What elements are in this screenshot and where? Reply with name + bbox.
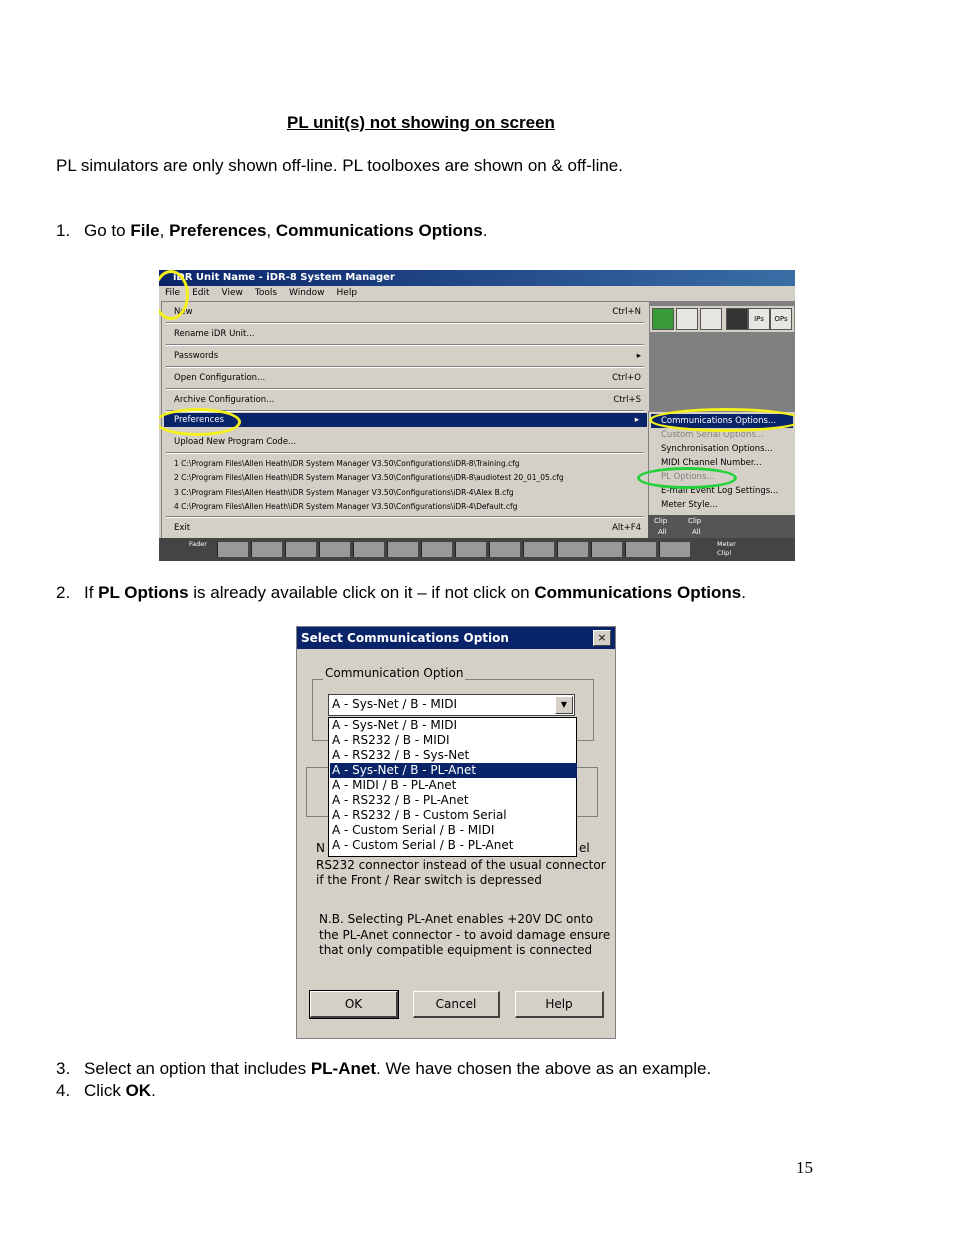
fader-channel[interactable] [319,542,350,557]
fader-channel[interactable] [217,542,248,557]
window-title-bar [159,270,795,286]
file-menu-screenshot [159,270,795,561]
submenu-synchronisation[interactable]: Synchronisation Options... [661,444,773,454]
highlight-circle [637,467,737,489]
window-title: iDR Unit Name - iDR-8 System Manager [173,272,395,283]
step-number: 1. [56,221,71,240]
recent-file[interactable]: 1 C:\Program Files\Allen Heath\iDR System Manager V3.50\Configurations\iDR-8\Training.cfg [174,459,520,468]
step-bold: Communications Options [275,221,483,240]
menu-tools[interactable]: Tools [254,288,278,298]
submenu-communications-options[interactable]: Communications Options... [651,414,793,428]
step-text: . [482,221,488,240]
list-option[interactable]: A - RS232 / B - Custom Serial [332,808,507,822]
menu-separator [166,322,644,324]
list-option[interactable]: A - Custom Serial / B - MIDI [332,823,495,837]
list-option[interactable]: A - Custom Serial / B - PL-Anet [332,838,514,852]
shortcut-text: Alt+F4 [612,523,641,533]
note-text: RS232 connector instead of the usual connector [316,858,606,872]
fader-channel[interactable] [285,542,316,557]
all-label: All [692,528,701,536]
device-icon[interactable] [726,308,748,330]
warning-text: N.B. Selecting PL-Anet enables +20V DC onto [319,912,594,926]
fader-channel[interactable] [489,542,520,557]
menu-item-archive[interactable]: Archive Configuration... [174,395,275,405]
fader-channel[interactable] [421,542,452,557]
select-communications-dialog [296,626,616,1039]
submenu-arrow-icon: ▸ [634,415,639,425]
step-text: . [741,583,746,602]
menu-separator [166,410,644,412]
page-number: 15 [796,1158,813,1177]
menu-item-open[interactable]: Open Configuration... [174,373,266,383]
menu-edit[interactable]: Edit [192,288,210,298]
menu-item-exit[interactable]: Exit [174,523,191,533]
menu-help[interactable]: Help [336,288,358,298]
step-text: If [84,583,99,602]
step-number: 2. [56,583,71,602]
step-2 [56,583,746,603]
step-number: 3. [56,1059,71,1078]
menu-separator [166,366,644,368]
group-label: Communication Option [325,666,464,680]
step-bold: PL-Anet [310,1059,376,1078]
step-bold: OK [125,1081,152,1100]
menu-item-new[interactable]: New [174,307,193,317]
menu-file[interactable]: File [165,288,181,298]
clip-area [648,515,795,538]
step-text: . We have chosen the above as an example. [376,1059,712,1078]
fader-channel[interactable] [455,542,486,557]
list-option[interactable]: A - Sys-Net / B - MIDI [332,718,458,732]
step-bold: Preferences [169,221,267,240]
shortcut-text: Ctrl+O [612,373,641,383]
submenu-midi-channel[interactable]: MIDI Channel Number... [661,458,762,468]
submenu-meter-style[interactable]: Meter Style... [661,500,718,510]
recent-file[interactable]: 3 C:\Program Files\Allen Heath\iDR System Manager V3.50\Configurations\iDR-4\Alex B.cfg [174,488,514,497]
step-bold: File [130,221,160,240]
list-option[interactable]: A - RS232 / B - MIDI [332,733,450,747]
menu-item-upload[interactable]: Upload New Program Code... [174,437,297,447]
warning-text: the PL-Anet connector - to avoid damage ensure [319,928,611,942]
menu-separator [166,344,644,346]
highlight-circle [159,408,241,436]
step-4 [56,1081,156,1101]
submenu-custom-serial[interactable]: Custom Serial Options... [661,430,764,440]
menu-window[interactable]: Window [289,288,325,298]
meter-label: Clip! [717,549,732,557]
list-option[interactable]: A - RS232 / B - PL-Anet [332,793,469,807]
menu-view[interactable]: View [221,288,243,298]
submenu-pl-options[interactable]: PL Options... [661,472,715,482]
recent-file[interactable]: 4 C:\Program Files\Allen Heath\iDR System Manager V3.50\Configurations\iDR-4\Default.cfg [174,502,518,511]
submenu-email-log[interactable]: E-mail Event Log Settings... [661,486,779,496]
meter-label: Meter [717,540,736,548]
menu-item-label: Preferences [174,415,224,425]
step-text: , [159,221,170,240]
fader-channel[interactable] [523,542,554,557]
wave-icon[interactable] [700,308,722,330]
shortcut-text: Ctrl+N [612,307,641,317]
submenu-arrow-icon: ▸ [636,351,641,361]
fader-channel[interactable] [659,542,690,557]
meter-icon[interactable] [652,308,674,330]
menu-bar [159,286,795,301]
chevron-down-icon[interactable]: ▼ [555,696,573,714]
step-bold: PL Options [98,583,189,602]
fader-channel[interactable] [591,542,622,557]
shortcut-text: Ctrl+S [613,395,641,405]
fader-channel[interactable] [557,542,588,557]
help-button[interactable]: Help [515,991,604,1018]
menu-separator [166,516,644,518]
ok-button[interactable]: OK [310,991,398,1018]
cancel-button[interactable]: Cancel [413,991,500,1018]
all-label: All [658,528,667,536]
list-option[interactable]: A - RS232 / B - Sys-Net [332,748,470,762]
step-text: Click [84,1081,126,1100]
highlight-circle [649,408,795,432]
fader-channel[interactable] [625,542,656,557]
warning-text: that only compatible equipment is connected [319,943,593,957]
fader-label: Fader [189,540,207,548]
toolbar [650,306,794,332]
step-text: Select an option that includes [84,1059,311,1078]
menu-separator [166,452,644,454]
step-text: . [151,1081,156,1100]
fader-channel[interactable] [251,542,282,557]
clip-label: Clip [688,517,702,525]
note-text: if the Front / Rear switch is depressed [316,873,542,887]
note-text: N [316,841,325,855]
ops-button[interactable]: OPs [770,308,792,330]
list-option[interactable]: A - MIDI / B - PL-Anet [332,778,457,792]
note-text: el [579,841,590,855]
communication-option-select[interactable] [328,694,575,716]
close-button[interactable]: × [593,630,611,646]
step-text: is already available click on it – if not click on [188,583,535,602]
step-bold: Communications Options [534,583,742,602]
step-text: Go to [84,221,131,240]
page-title: PL unit(s) not showing on screen [287,113,555,132]
clip-label: Clip [654,517,668,525]
intro-text: PL simulators are only shown off-line. PL toolboxes are shown on & off-line. [56,156,623,175]
dialog-title-bar [297,627,615,649]
list-option-selected[interactable]: A - Sys-Net / B - PL-Anet [330,763,577,778]
step-text: , [266,221,276,240]
menu-item-passwords[interactable]: Passwords [174,351,219,361]
ips-button[interactable]: IPs [748,308,770,330]
step-number: 4. [56,1081,71,1100]
selected-value: A - Sys-Net / B - MIDI [332,697,458,711]
menu-item-rename[interactable]: Rename iDR Unit... [174,329,255,339]
fader-channel[interactable] [387,542,418,557]
step-1 [56,221,487,241]
headphones-icon[interactable] [676,308,698,330]
fader-strip [159,538,795,561]
menu-separator [166,388,644,390]
dialog-title: Select Communications Option [301,631,509,645]
fader-channel[interactable] [353,542,384,557]
option-dropdown-list [328,717,577,857]
step-3 [56,1059,711,1079]
recent-file[interactable]: 2 C:\Program Files\Allen Heath\iDR System Manager V3.50\Configurations\iDR-8\audiotest 20_01_05.cfg [174,473,564,482]
